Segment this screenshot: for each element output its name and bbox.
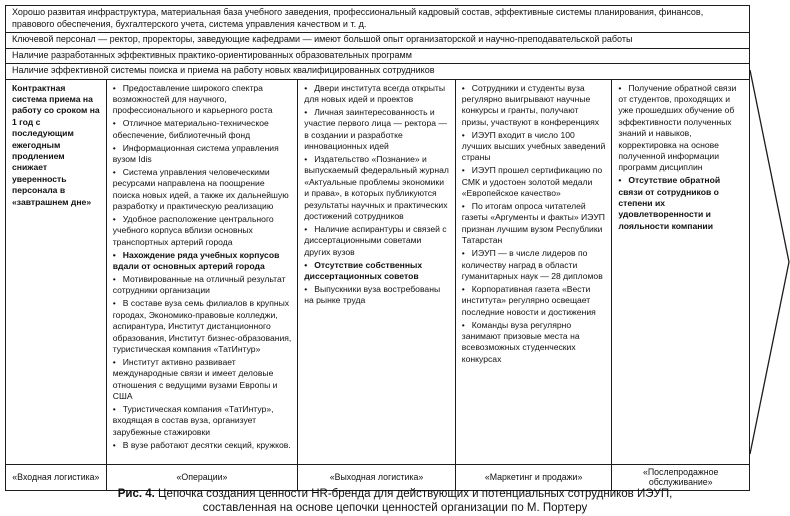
value-chain-item: [304, 107, 450, 153]
bullet-icon: •: [618, 175, 622, 186]
item-text: По итогам опроса читателей газеты «Аргументы и факты» ИЭУП признан лучшим вузом Республики Татарстан: [461, 201, 605, 246]
item-text: Получение обратной связи от студентов, проходящих и уже прошедших обучение об эффективности полученных знаний и навыков, корректировка на основе полученной информации программ дисциплин: [618, 82, 737, 173]
value-chain-item: [113, 404, 292, 438]
item-text: Команды вуза регулярно занимают призовые места на всевозможных студенческих конкурсах: [461, 319, 580, 364]
value-chain-arrow-icon: [749, 69, 790, 455]
value-chain-item: [304, 260, 450, 283]
bullet-icon: •: [304, 223, 308, 234]
label-outbound-logistics: «Выходная логистика»: [298, 465, 456, 490]
bullet-icon: •: [112, 356, 116, 367]
column-operations: [107, 80, 298, 464]
bullet-icon: •: [304, 106, 308, 117]
bullet-icon: •: [112, 249, 116, 260]
item-text: Нахождение ряда учебных корпусов вдали от основных артерий города: [112, 249, 280, 272]
item-text: Наличие аспирантуры и связей с диссертационными советами других вузов: [304, 223, 447, 257]
item-text: Личная заинтересованность и участие первого лица — ректора — в создании и разработке инновационных идей: [304, 106, 447, 152]
value-chain-item: [462, 201, 607, 247]
bullet-icon: •: [112, 274, 116, 284]
item-text: ИЭУП — в числе лидеров по количеству наград в области гуманитарных наук — 28 дипломов: [461, 248, 603, 281]
item-text: Предоставление широкого спектра возможностей для научного, профессионального и карьерного роста: [112, 82, 273, 116]
bullet-icon: •: [112, 298, 116, 309]
value-chain-item: [113, 440, 292, 451]
item-text: Туристическая компания «ТатИнтур», входящая в состав вуза, организует зарубежные стажировки: [112, 403, 274, 437]
value-chain-item: [304, 83, 450, 106]
item-text: Издательство «Познание» и выпускаемый федеральный журнал «Актуальные проблемы экономики и права», в которых публикуются результаты научных и практических достижений сотрудников: [304, 153, 449, 221]
primary-activities-body: [6, 80, 749, 464]
item-text: Двери института всегда открыты для новых идей и проектов: [304, 82, 446, 104]
figure-caption: [0, 487, 790, 515]
figure-label: Рис. 4.: [117, 488, 155, 500]
value-chain-item: [462, 284, 607, 318]
value-chain-table: [5, 5, 750, 491]
column-marketing-sales: [456, 80, 613, 464]
value-chain-item: [462, 320, 607, 366]
value-chain-item: [113, 83, 292, 117]
bullet-icon: •: [304, 283, 308, 294]
bullet-icon: •: [112, 403, 116, 414]
bullet-icon: •: [112, 439, 116, 450]
column-after-sales-service: [612, 80, 749, 464]
item-text: Отличное материально-техническое обеспечение, библиотечный фонд: [112, 118, 269, 140]
value-chain-item: [618, 83, 744, 174]
value-chain-item: [618, 175, 744, 232]
value-chain-item: [113, 143, 292, 166]
bullet-icon: •: [304, 259, 308, 270]
caption-line-1: [0, 487, 790, 501]
item-text: Информационная система управления вузом Idis: [112, 142, 279, 164]
bullet-icon: •: [461, 201, 465, 212]
value-chain-item: [113, 357, 292, 403]
bullet-icon: •: [461, 82, 465, 93]
primary-activities-labels: [6, 464, 749, 490]
value-chain-item: [113, 250, 292, 273]
bullet-icon: •: [461, 129, 465, 140]
bullet-icon: •: [461, 319, 465, 330]
bullet-icon: •: [112, 166, 116, 177]
bullet-icon: •: [112, 142, 116, 153]
caption-line-2: составленная на основе цепочки ценностей организации по М. Портеру: [202, 502, 588, 514]
bullet-icon: •: [618, 82, 622, 93]
support-activity-key-personnel: Ключевой персонал — ректор, проректоры, заведующие кафедрами — имеют большой опыт организаторской и научно-преподавательской работы: [6, 33, 749, 49]
bullet-icon: •: [112, 213, 116, 224]
item-text: Отсутствие собственных диссертационных советов: [304, 259, 423, 281]
bullet-icon: •: [461, 283, 465, 294]
item-text: ИЭУП прошел сертификацию по СМК и удостоен золотой медали «Европейское качество»: [461, 165, 603, 199]
support-activity-hiring-system: Наличие эффективной системы поиска и приема на работу новых квалифицированных сотрудников: [6, 64, 749, 80]
item-text: Институт активно развивает международные связи и имеет деловые отношения с ведущими вузами Европы и США: [112, 356, 278, 402]
item-text: Удобное расположение центрального учебного корпуса вблизи основных транспортных артерий города: [112, 213, 274, 247]
value-chain-item: [462, 130, 607, 164]
label-operations: «Операции»: [107, 465, 298, 490]
item-text: В составе вуза семь филиалов в крупных городах, Экономико-правовые колледжи, аспирантура, Институт дистанционного образования, Институт бизнес-образования, туристическая компания «ТатИнтур»: [112, 298, 292, 354]
value-chain-item: [304, 224, 450, 258]
label-marketing-sales: «Маркетинг и продажи»: [456, 465, 613, 490]
item-text: Мотивированные на отличный результат сотрудники организации: [112, 274, 286, 296]
item-text: Сотрудники и студенты вуза регулярно выигрывают научные конкурсы и гранты, получают призы, участвуют в конференциях: [461, 82, 600, 127]
bullet-icon: •: [461, 248, 465, 259]
value-chain-item: [113, 118, 292, 141]
column-inbound-logistics: [6, 80, 107, 464]
item-text: ИЭУП входит в число 100 лучших высших учебных заведений страны: [461, 129, 606, 163]
value-chain-item: [462, 248, 607, 282]
value-chain-item: [113, 167, 292, 213]
item-text: Отсутствие обратной связи от сотрудников о степени их удовлетворенности и лояльности компании: [618, 175, 721, 231]
bullet-icon: •: [112, 118, 116, 129]
item-text: Система управления человеческими ресурсами направлена на поощрение поиска новых идей, а также их дальнейшую разработку и практическую реализацию: [112, 166, 289, 212]
bullet-icon: •: [304, 153, 308, 164]
bullet-icon: •: [461, 165, 465, 176]
label-after-sales-service: «Послепродажное обслуживание»: [642, 466, 719, 487]
bullet-icon: •: [112, 82, 116, 93]
value-chain-item: [462, 83, 607, 129]
value-chain-item: [113, 298, 292, 355]
item-text: В вузе работают десятки секций, кружков.: [122, 439, 291, 450]
value-chain-item: [304, 154, 450, 222]
support-activity-programs: Наличие разработанных эффективных практико-ориентированных образовательных программ: [6, 49, 749, 65]
value-chain-item: [462, 165, 607, 199]
value-chain-item: [113, 274, 292, 297]
item-text: Контрактная система приема на работу со сроком на 1 год с последующим ежегодным продлением снижает уверенность персонала в «завтрашнем дне»: [12, 82, 100, 207]
column-outbound-logistics: [298, 80, 456, 464]
value-chain-item: [113, 214, 292, 248]
bullet-icon: •: [304, 82, 308, 93]
label-inbound-logistics: «Входная логистика»: [6, 465, 107, 490]
value-chain-item: [304, 284, 450, 307]
support-activity-infrastructure: Хорошо развитая инфраструктура, материальная база учебного заведения, профессиональный кадровый состав, эффективные системы планирования, финансов, правового обеспечения, бухгалтерского учета, система управления качеством и т. д.: [6, 6, 749, 33]
caption-text-1: Цепочка создания ценности HR-бренда для действующих и потенциальных сотрудников ИЭУП,: [158, 488, 673, 500]
value-chain-item: [12, 83, 101, 208]
item-text: Выпускники вуза востребованы на рынке труда: [304, 283, 441, 306]
item-text: Корпоративная газета «Вести института» регулярно освещает последние новости и достижения: [461, 283, 596, 317]
